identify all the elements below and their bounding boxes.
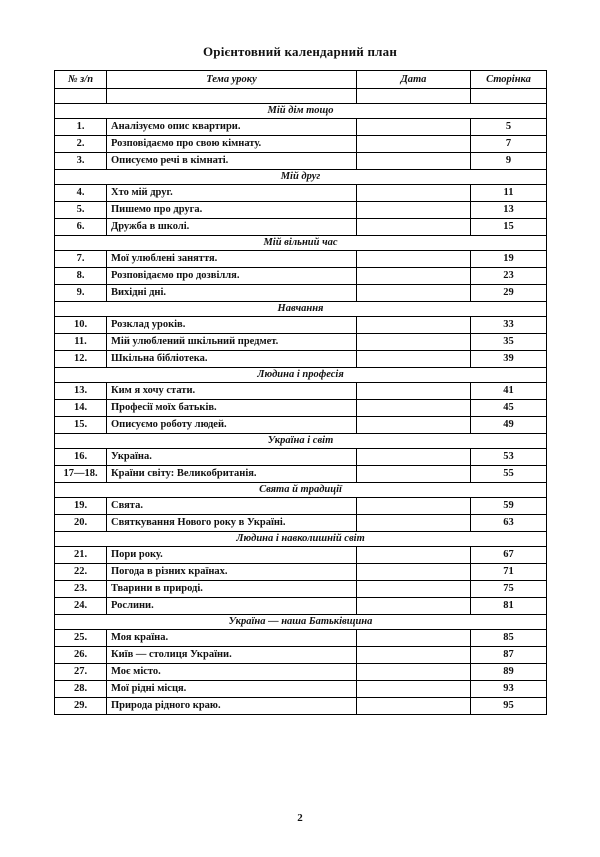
lesson-date: [357, 383, 471, 400]
lesson-date: [357, 119, 471, 136]
table-row: [55, 598, 547, 615]
cell-empty: [55, 89, 107, 104]
lesson-date: [357, 681, 471, 698]
table-row: [55, 202, 547, 219]
lesson-page: 53: [471, 449, 547, 466]
calendar-plan-table: [54, 70, 547, 715]
lesson-page: 13: [471, 202, 547, 219]
section-row: [55, 483, 547, 498]
lesson-page: 39: [471, 351, 547, 368]
section-title: Україна — наша Батьківщина: [55, 615, 547, 630]
lesson-number: 6.: [55, 219, 107, 236]
lesson-topic: Рослини.: [107, 598, 357, 615]
lesson-number: 25.: [55, 630, 107, 647]
lesson-number: 3.: [55, 153, 107, 170]
lesson-page: 81: [471, 598, 547, 615]
lesson-number: 26.: [55, 647, 107, 664]
section-row: [55, 532, 547, 547]
table-row: [55, 630, 547, 647]
lesson-topic: Хто мій друг.: [107, 185, 357, 202]
lesson-topic: Свята.: [107, 498, 357, 515]
section-row: [55, 236, 547, 251]
lesson-number: 14.: [55, 400, 107, 417]
lesson-number: 28.: [55, 681, 107, 698]
lesson-page: 9: [471, 153, 547, 170]
lesson-date: [357, 466, 471, 483]
lesson-date: [357, 417, 471, 434]
lesson-date: [357, 251, 471, 268]
lesson-number: 24.: [55, 598, 107, 615]
lesson-date: [357, 630, 471, 647]
lesson-page: 45: [471, 400, 547, 417]
table-row-blank: [55, 89, 547, 104]
lesson-date: [357, 219, 471, 236]
table-row: [55, 351, 547, 368]
lesson-number: 29.: [55, 698, 107, 715]
lesson-topic: Розповідаємо про свою кімнату.: [107, 136, 357, 153]
table-row: [55, 698, 547, 715]
lesson-date: [357, 351, 471, 368]
lesson-topic: Країни світу: Великобританія.: [107, 466, 357, 483]
lesson-date: [357, 400, 471, 417]
lesson-date: [357, 317, 471, 334]
lesson-page: 41: [471, 383, 547, 400]
lesson-date: [357, 547, 471, 564]
lesson-date: [357, 334, 471, 351]
lesson-number: 1.: [55, 119, 107, 136]
lesson-topic: Ким я хочу стати.: [107, 383, 357, 400]
table-row: [55, 681, 547, 698]
lesson-page: 29: [471, 285, 547, 302]
lesson-topic: Описуємо речі в кімнаті.: [107, 153, 357, 170]
lesson-date: [357, 598, 471, 615]
table-row: [55, 547, 547, 564]
table-row: [55, 185, 547, 202]
lesson-number: 21.: [55, 547, 107, 564]
section-title: Мій вільний час: [55, 236, 547, 251]
lesson-page: 33: [471, 317, 547, 334]
lesson-topic: Аналізуємо опис квартири.: [107, 119, 357, 136]
lesson-number: 17—18.: [55, 466, 107, 483]
lesson-number: 20.: [55, 515, 107, 532]
lesson-date: [357, 498, 471, 515]
lesson-number: 2.: [55, 136, 107, 153]
lesson-number: 19.: [55, 498, 107, 515]
lesson-page: 63: [471, 515, 547, 532]
table-row: [55, 498, 547, 515]
lesson-date: [357, 698, 471, 715]
section-row: [55, 615, 547, 630]
table-row: [55, 153, 547, 170]
table-row: [55, 383, 547, 400]
table-row: [55, 417, 547, 434]
lesson-date: [357, 285, 471, 302]
table-row: [55, 647, 547, 664]
lesson-page: 49: [471, 417, 547, 434]
lesson-topic: Пишемо про друга.: [107, 202, 357, 219]
lesson-number: 12.: [55, 351, 107, 368]
lesson-page: 15: [471, 219, 547, 236]
cell-empty: [357, 89, 471, 104]
lesson-number: 13.: [55, 383, 107, 400]
lesson-topic: Тварини в природі.: [107, 581, 357, 598]
lesson-page: 23: [471, 268, 547, 285]
table-header-row: [55, 71, 547, 89]
lesson-page: 71: [471, 564, 547, 581]
lesson-date: [357, 185, 471, 202]
lesson-number: 7.: [55, 251, 107, 268]
lesson-topic: Природа рідного краю.: [107, 698, 357, 715]
header-date: Дата: [357, 71, 471, 89]
lesson-date: [357, 581, 471, 598]
lesson-page: 85: [471, 630, 547, 647]
cell-empty: [107, 89, 357, 104]
table-row: [55, 564, 547, 581]
table-row: [55, 334, 547, 351]
lesson-date: [357, 449, 471, 466]
table-row: [55, 466, 547, 483]
section-title: Людина і професія: [55, 368, 547, 383]
table-body: [55, 89, 547, 715]
lesson-page: 59: [471, 498, 547, 515]
lesson-topic: Мої улюблені заняття.: [107, 251, 357, 268]
lesson-topic: Дружба в школі.: [107, 219, 357, 236]
section-row: [55, 302, 547, 317]
table-row: [55, 515, 547, 532]
lesson-page: 93: [471, 681, 547, 698]
lesson-topic: Професії моїх батьків.: [107, 400, 357, 417]
lesson-number: 5.: [55, 202, 107, 219]
table-row: [55, 136, 547, 153]
lesson-page: 87: [471, 647, 547, 664]
lesson-page: 89: [471, 664, 547, 681]
lesson-topic: Розповідаємо про дозвілля.: [107, 268, 357, 285]
lesson-topic: Україна.: [107, 449, 357, 466]
lesson-number: 23.: [55, 581, 107, 598]
lesson-number: 4.: [55, 185, 107, 202]
lesson-date: [357, 153, 471, 170]
lesson-page: 19: [471, 251, 547, 268]
lesson-number: 27.: [55, 664, 107, 681]
lesson-page: 55: [471, 466, 547, 483]
table-row: [55, 400, 547, 417]
lesson-topic: Вихідні дні.: [107, 285, 357, 302]
lesson-date: [357, 202, 471, 219]
lesson-page: 5: [471, 119, 547, 136]
lesson-topic: Розклад уроків.: [107, 317, 357, 334]
table-row: [55, 268, 547, 285]
lesson-topic: Описуємо роботу людей.: [107, 417, 357, 434]
lesson-page: 35: [471, 334, 547, 351]
page-title: Орієнтовний календарний план: [202, 44, 398, 59]
header-number: № з/п: [55, 71, 107, 89]
header-topic: Тема уроку: [107, 71, 357, 89]
lesson-number: 22.: [55, 564, 107, 581]
lesson-topic: Погода в різних країнах.: [107, 564, 357, 581]
lesson-date: [357, 268, 471, 285]
lesson-topic: Шкільна бібліотека.: [107, 351, 357, 368]
table-row: [55, 285, 547, 302]
lesson-topic: Мій улюблений шкільний предмет.: [107, 334, 357, 351]
lesson-number: 15.: [55, 417, 107, 434]
page-number: 2: [297, 812, 303, 824]
lesson-number: 8.: [55, 268, 107, 285]
section-row: [55, 434, 547, 449]
lesson-topic: Моє місто.: [107, 664, 357, 681]
lesson-page: 75: [471, 581, 547, 598]
table-row: [55, 449, 547, 466]
lesson-date: [357, 564, 471, 581]
section-row: [55, 170, 547, 185]
lesson-date: [357, 664, 471, 681]
lesson-date: [357, 136, 471, 153]
lesson-date: [357, 647, 471, 664]
table-row: [55, 251, 547, 268]
section-title: Навчання: [55, 302, 547, 317]
section-title: Людина і навколишній світ: [55, 532, 547, 547]
lesson-topic: Мої рідні місця.: [107, 681, 357, 698]
lesson-page: 95: [471, 698, 547, 715]
section-title: Свята й традиції: [55, 483, 547, 498]
lesson-topic: Пори року.: [107, 547, 357, 564]
lesson-page: 11: [471, 185, 547, 202]
table-row: [55, 119, 547, 136]
lesson-page: 7: [471, 136, 547, 153]
lesson-topic: Святкування Нового року в Україні.: [107, 515, 357, 532]
section-title: Мій дім тощо: [55, 104, 547, 119]
lesson-topic: Київ — столиця України.: [107, 647, 357, 664]
header-page: Сторінка: [471, 71, 547, 89]
lesson-date: [357, 515, 471, 532]
lesson-page: 67: [471, 547, 547, 564]
table-row: [55, 581, 547, 598]
cell-empty: [471, 89, 547, 104]
section-title: Україна і світ: [55, 434, 547, 449]
section-title: Мій друг: [55, 170, 547, 185]
lesson-number: 11.: [55, 334, 107, 351]
lesson-topic: Моя країна.: [107, 630, 357, 647]
table-row: [55, 219, 547, 236]
lesson-number: 10.: [55, 317, 107, 334]
table-row: [55, 317, 547, 334]
table-row: [55, 664, 547, 681]
section-row: [55, 104, 547, 119]
section-row: [55, 368, 547, 383]
lesson-number: 9.: [55, 285, 107, 302]
lesson-number: 16.: [55, 449, 107, 466]
